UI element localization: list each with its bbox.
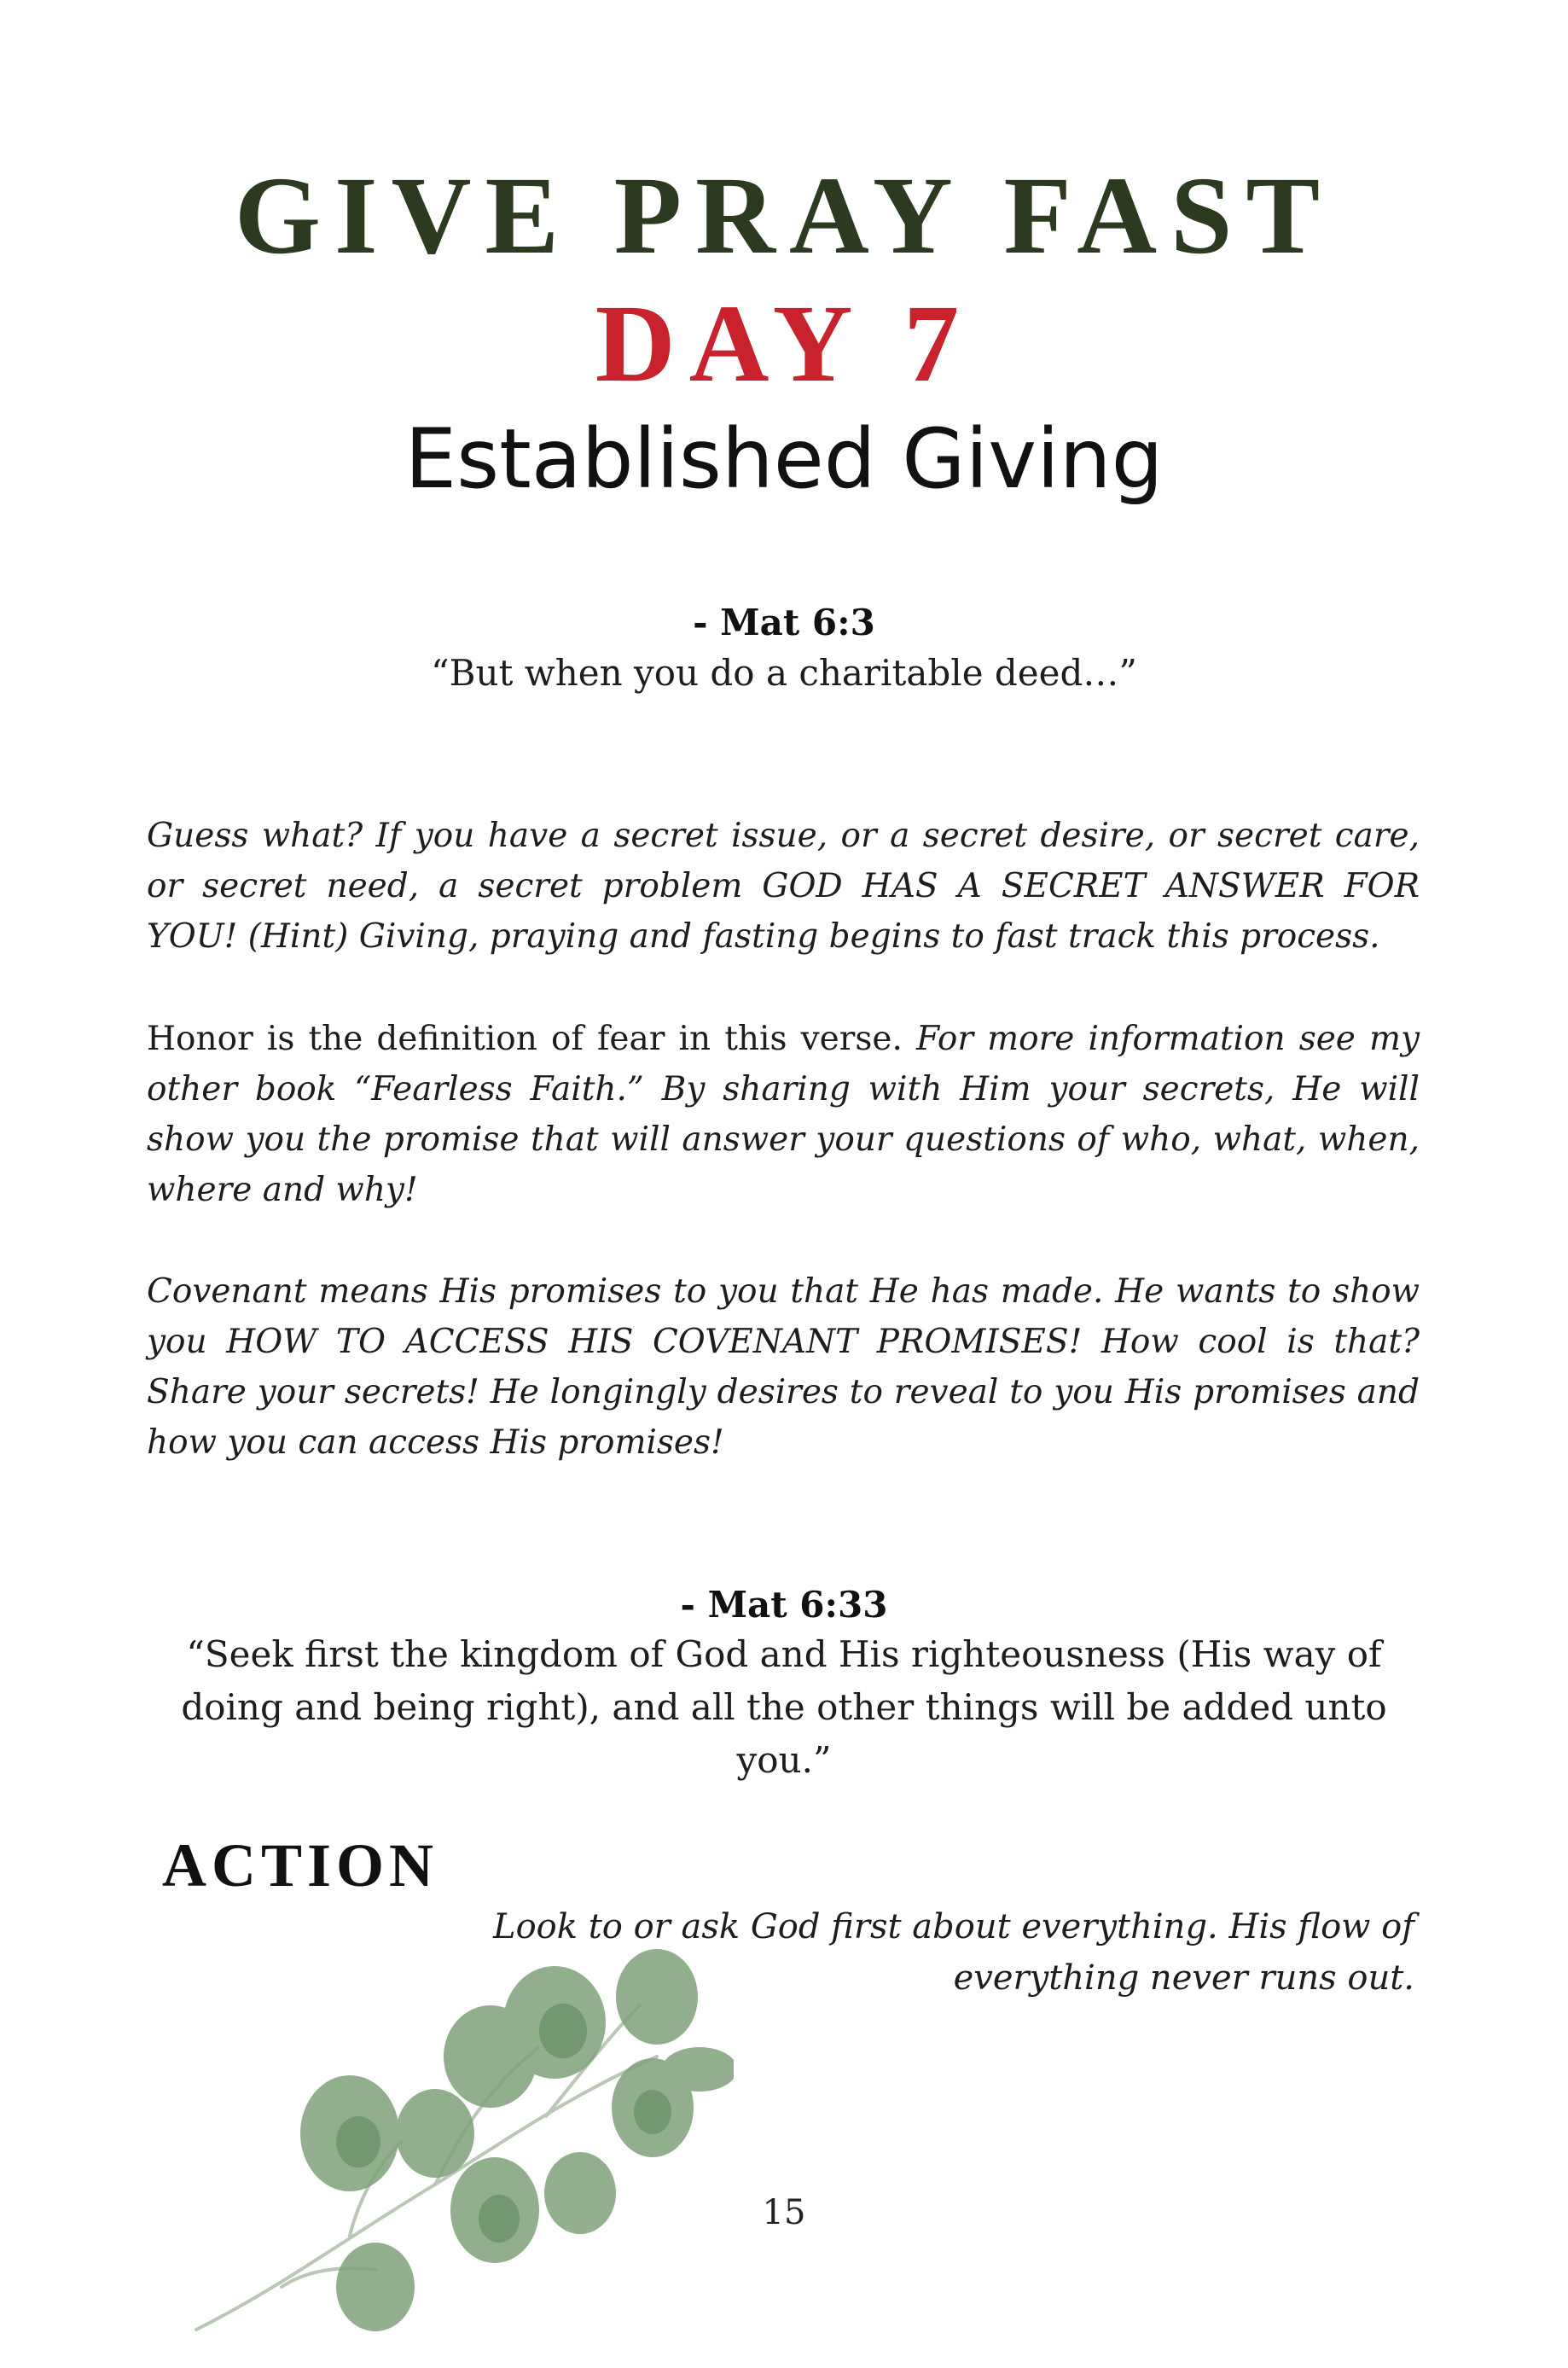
paragraph-secret: Guess what? If you have a secret issue, or a secret desire, or secret care, or secret need, a secret problem GOD HAS A SECRET ANSWER FOR YOU! (Hint) Giving, praying and fasting begins to fast track this process. — [147, 817, 1420, 956]
action-heading: ACTION — [162, 1831, 439, 1900]
paragraph-honor-lead: Honor is the definition of fear in this verse. — [147, 1020, 903, 1058]
page-subtitle: Established Giving — [404, 411, 1164, 507]
verse-quote-2: “Seek first the kingdom of God and His righteousness (His way of doing and being right), and all the other things will be added unto you.” — [181, 1633, 1387, 1781]
eucalyptus-leaves-icon — [179, 1929, 734, 2355]
action-text: Look to or ask God first about everything. His flow of everything never runs out. — [493, 1907, 1414, 1998]
verse-quote: “But when you do a charitable deed…” — [431, 652, 1137, 694]
day-label: DAY 7 — [595, 282, 973, 405]
verse-reference: - Mat 6:3 — [693, 602, 875, 643]
verse-reference-2: - Mat 6:33 — [680, 1584, 888, 1626]
page-title: GIVE PRAY FAST — [234, 154, 1334, 277]
paragraph-honor — [147, 1014, 1420, 1215]
paragraph-honor-rest: For more information see my other book “Fearless Faith.” By sharing with Him your secrets, He will show you the promise that will answer your questions of who, what, when, where and why! — [147, 1020, 1420, 1209]
paragraph-covenant: Covenant means His promises to you that He has made. He wants to show you HOW TO ACCESS HIS COVENANT PROMISES! How cool is that? Share your secrets! He longingly desires to reveal to you His promises and how you can access His promises! — [147, 1272, 1420, 1462]
page-number: 15 — [762, 2193, 806, 2232]
